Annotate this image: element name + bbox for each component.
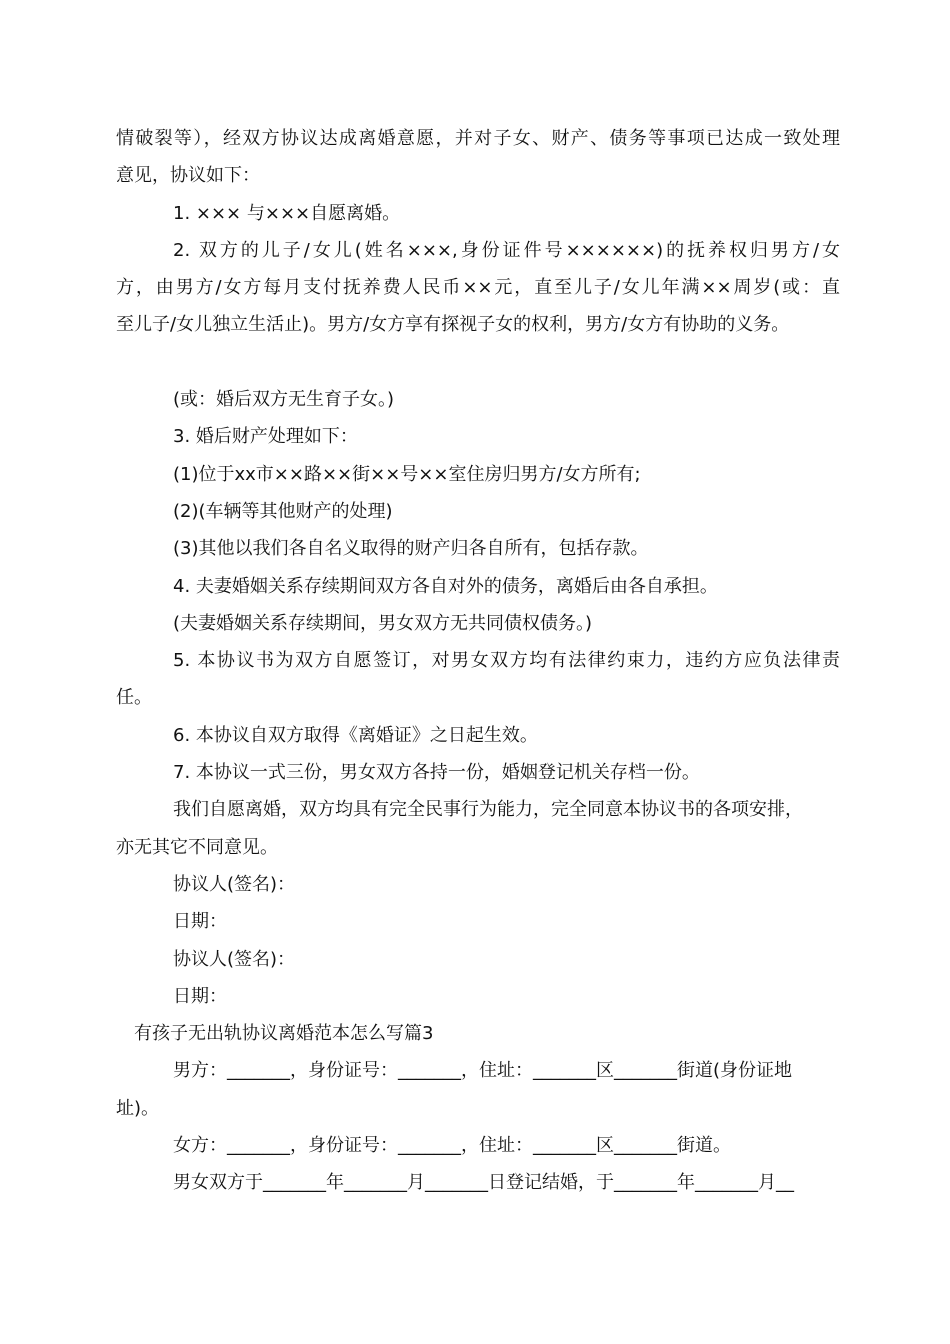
- signature-label: 协议人(签名)：: [173, 948, 296, 970]
- clause-3: 3. 婚后财产处理如下：: [173, 426, 358, 448]
- clause-7: 7. 本协议一式三份，男女双方各持一份，婚姻登记机关存档一份。: [173, 762, 700, 784]
- paragraph-line: 方，由男方/女方每月支付抚养费人民币××元，直至儿子/女儿年满××周岁(或：直: [116, 277, 840, 299]
- clause-1: 1. ××× 与×××自愿离婚。: [173, 202, 401, 224]
- clause-3-item-1: (1)位于xx市××路××街××号××室住房归男方/女方所有;: [173, 463, 641, 485]
- paragraph-line: 至儿子/女儿独立生活止)。男方/女方享有探视子女的权利，男方/女方有协助的义务。: [116, 314, 790, 336]
- party-female-line: 女方：_______，身份证号：_______，住址：_______区_______街道。: [173, 1135, 731, 1157]
- blank-line: [116, 344, 840, 381]
- party-male-line: 男方：_______，身份证号：_______，住址：_______区_______街道(身份证地: [173, 1060, 793, 1082]
- clause-5: 5. 本协议书为双方自愿签订，对男女双方均有法律约束力，违约方应负法律责: [173, 650, 840, 672]
- document-page: [116, 120, 840, 1202]
- section-heading: 有孩子无出轨协议离婚范本怎么写篇3: [134, 1023, 434, 1045]
- statement-line: 我们自愿离婚，双方均具有完全民事行为能力，完全同意本协议书的各项安排，: [173, 799, 803, 821]
- date-label: 日期：: [173, 911, 227, 933]
- paragraph-line: 意见，协议如下：: [116, 165, 260, 187]
- clause-note: (夫妻婚姻关系存续期间，男女双方无共同债权债务。): [173, 612, 593, 634]
- signature-label: 协议人(签名)：: [173, 873, 296, 895]
- date-label: 日期：: [173, 985, 227, 1007]
- clause-4: 4. 夫妻婚姻关系存续期间双方各自对外的债务，离婚后由各自承担。: [173, 575, 718, 597]
- marriage-date-line: 男女双方于_______年_______月_______日登记结婚，于_______年_______月__: [173, 1172, 794, 1194]
- party-male-line-cont: 址)。: [116, 1097, 160, 1119]
- statement-line: 亦无其它不同意见。: [116, 836, 278, 858]
- paragraph-line: 情破裂等），经双方协议达成离婚意愿，并对子女、财产、债务等事项已达成一致处理: [116, 128, 840, 149]
- clause-6: 6. 本协议自双方取得《离婚证》之日起生效。: [173, 724, 538, 746]
- clause-3-item-2: (2)(车辆等其他财产的处理): [173, 500, 393, 522]
- clause-note: (或：婚后双方无生育子女。): [173, 389, 395, 411]
- paragraph-line: 任。: [116, 687, 152, 709]
- clause-2: 2. 双方的儿子/女儿(姓名×××,身份证件号××××××)的抚养权归男方/女: [173, 239, 840, 261]
- clause-3-item-3: (3)其他以我们各自名义取得的财产归各自所有，包括存款。: [173, 538, 649, 560]
